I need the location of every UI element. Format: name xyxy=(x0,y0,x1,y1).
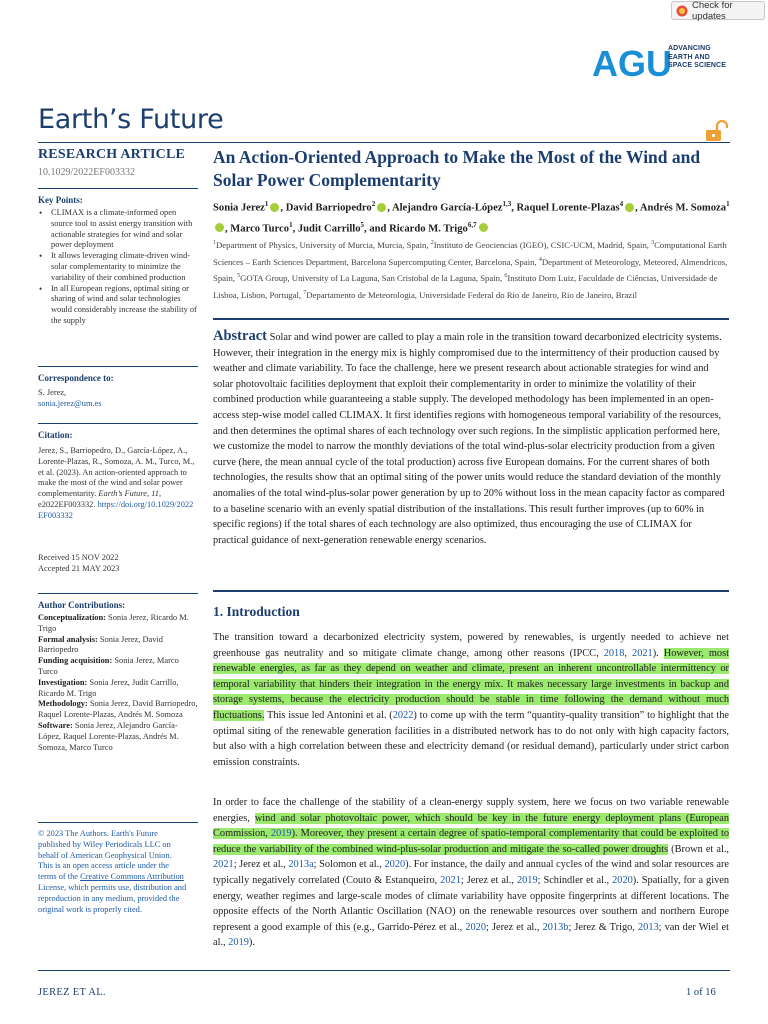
divider xyxy=(38,188,198,189)
affiliation-text: GOTA Group, University of La Laguna, San Cristobal de la Laguna, Spain, xyxy=(240,273,505,284)
citation-link[interactable]: 2020 xyxy=(384,859,406,871)
author-name: Sonia Jerez xyxy=(213,202,265,214)
abstract-rule-top xyxy=(213,318,729,320)
author-name: Marco Turco xyxy=(230,223,290,235)
divider xyxy=(38,822,198,823)
highlighted-text: ). Moreover, they present a certain degree of spatio-temporal complementarity that could be exploited to reduce the variability of the combined wind-plus-solar production and mitigate the so-called power droughts xyxy=(213,828,729,855)
paragraph-text: ; Jerez et al., xyxy=(460,874,517,886)
received-date: Received 15 NOV 2022 xyxy=(38,553,119,562)
article-title: An Action-Oriented Approach to Make the Most of the Wind and Solar Power Complementarity xyxy=(213,147,701,190)
affiliation-number: 5 xyxy=(237,273,241,280)
orcid-icon[interactable] xyxy=(215,223,224,232)
citation-link[interactable]: 2013a xyxy=(288,859,314,871)
open-access-lock-icon xyxy=(704,120,730,142)
contribution-item xyxy=(38,721,198,753)
affiliation-text: Departamento de Meteorologia, Universidade Federal do Rio de Janeiro, Rio de Janeiro, Brazil xyxy=(306,289,637,300)
key-point-item: • It allows leveraging climate-driven wind-solar complementarity to minimize the variability of their combined production xyxy=(38,251,198,283)
license-body-1: © 2023 The Authors. Earth's Future published by Wiley Periodicals LLC on behalf of American Geophysical Union. This is an open access article under the terms of the xyxy=(38,829,172,882)
affiliation-number: 7 xyxy=(303,289,307,296)
author-affiliation-number: 5 xyxy=(360,220,365,229)
running-footer-authors: JEREZ ET AL. xyxy=(38,987,106,998)
contribution-item xyxy=(38,699,198,721)
paragraph-text: ; van der Wiel et al., xyxy=(213,921,729,949)
paragraph-text: (Brown et al., xyxy=(668,843,729,855)
contribution-role: Methodology: xyxy=(38,699,88,709)
highlighted-text: However, most renewable energies, as far as they depend on weather and climate, present an inherent uncontrollable intermittency or temporal variability that hinders their integration in the energy mix. It makes necessary large investments in backup and storage systems, because the electricity production should be stable in time following the demand without much fluctuations. xyxy=(213,647,729,721)
paragraph-text: The transition toward a decarbonized electricity system, powered by renewables, is urgently needed to achieve net greenhouse gas neutrality and so mitigate climate change, among other reasons (IPCC, xyxy=(213,632,729,659)
paragraph-text: ; Jerez et al., xyxy=(486,921,543,933)
contribution-item xyxy=(38,613,198,635)
article-doi: 10.1029/2022EF003332 xyxy=(38,167,135,178)
contribution-names: Sonia Jerez, David Barriopedro, Raquel Lorente-Plazas, Andrés M. Somoza xyxy=(38,699,198,720)
paragraph-text: ). xyxy=(652,647,664,659)
author-name: Raquel Lorente-Plazas xyxy=(516,202,620,214)
paragraph-text: , xyxy=(624,647,633,659)
citation-body: Jerez, S., Barriopedro, D., García-López, A., Lorente-Plazas, R., Somoza, A. M., Turco, M., et al. (2023). An action-oriented approach to make the most of the wind and solar power complementarity. xyxy=(38,446,195,499)
update-badge-icon xyxy=(676,5,688,17)
citation-link[interactable]: 2019 xyxy=(270,828,292,840)
contribution-names: Sonia Jerez, Ricardo M. Trigo xyxy=(38,613,189,633)
contribution-names: Sonia Jerez, Marco Turco xyxy=(38,656,179,676)
license-body-2: License, which permits use, distribution and reproduction in any medium, provided the original work is properly cited. xyxy=(38,882,187,914)
author-affiliation-number: 1,3 xyxy=(502,200,512,208)
contribution-role: Software: xyxy=(38,720,73,730)
paragraph-text: This issue led Antonini et al. ( xyxy=(264,709,393,721)
abstract-text: Solar and wind power are called to play a main role in the transition toward decarbonized electricity systems. However, their integration in the energy mix is highly compromised due to the intermittency of their production caused by weather and climate variability. To face the challenge, here we present research about actionable strategies for wind and solar photovoltaic facilities deployment that exploit their complementarity in order to minimize the volatility of their combined production while guaranteeing a stable supply. The developed methodology has been implemented in an open-access step-wise model called CLIMAX. It first identifies regions with homogeneous temporal variability of the resources, and then determines the optimal shares of each technology over such regions. In the simplistic application performed here, we customize the model to narrow the monthly deviations of the total wind-plus-solar electricity production from a given curve (here, the mean annual cycle of the total production) across five European domains. For the current shares of both technologies, the results show that an optimal siting of the power units would reduce the standard deviation of the monthly anomalies of the total wind-plus-solar power generation by up to 20% without loss in the mean capacity factor as compared to a baseline scenario with an evenly spatial distribution of the installations. This result further improves (up to 60% in specific regions) if the total shares of each technology are also optimized, thus encouraging the use of CLIMAX for practical guidance of next-generation renewable energy scenarios. xyxy=(213,332,725,546)
agu-logo-text: AGU xyxy=(592,44,672,84)
affiliation-number: 2 xyxy=(430,240,434,246)
orcid-icon[interactable] xyxy=(625,203,634,212)
contribution-item xyxy=(38,656,198,678)
divider xyxy=(38,593,198,594)
check-for-updates-button[interactable] xyxy=(671,1,765,20)
abstract-rule-bottom xyxy=(213,590,729,592)
agu-tagline xyxy=(668,45,726,71)
orcid-icon[interactable] xyxy=(377,203,386,212)
contribution-names: Sonia Jerez, Judit Carrillo, Ricardo M. Trigo xyxy=(38,677,179,698)
affiliation-number: 4 xyxy=(538,256,542,263)
citation-journal: Earth’s Future, 11, xyxy=(98,489,162,499)
author-name: Judit Carrillo xyxy=(297,223,361,235)
introduction-paragraph-1 xyxy=(213,630,729,770)
paragraph-text: In order to face the challenge of the stability of a clean-energy supply system, here we focus on two variable renewable energies, xyxy=(213,797,729,824)
affiliation-number: 6 xyxy=(504,273,508,280)
citation-text xyxy=(38,446,196,522)
introduction-heading: 1. Introduction xyxy=(213,604,300,619)
dates-block xyxy=(38,553,198,575)
author-affiliation-number: 1 xyxy=(289,220,293,229)
journal-name: Earth’s Future xyxy=(38,104,224,135)
paragraph-text: ; Schindler et al., xyxy=(537,874,613,886)
affiliation-text: Department of Physics, University of Murcia, Murcia, Spain, xyxy=(216,239,431,250)
key-point-item: • In all European regions, optimal siting or sharing of wind and solar technologies would considerably increase the stability of the supply xyxy=(38,284,198,327)
creative-commons-link[interactable]: Creative Commons Attribution xyxy=(80,872,184,882)
paragraph-text: ; Jerez & Trigo, xyxy=(568,921,638,933)
contribution-role: Conceptualization: xyxy=(38,613,106,622)
agu-tagline-line: SPACE SCIENCE xyxy=(668,62,726,69)
license-text xyxy=(38,829,188,915)
abstract-label: Abstract xyxy=(213,328,267,344)
contribution-item xyxy=(38,635,198,657)
affiliation-text: Computational Earth Sciences – Earth Sciences Department, Barcelona Supercomputing Center, Barcelona, Spain, xyxy=(213,239,727,267)
divider xyxy=(38,423,198,424)
affiliation-text: Instituto Dom Luiz, Faculdade de Ciências, Universidade de Lisboa, Lisbon, Portugal, xyxy=(213,273,718,300)
paragraph-text: ) to come up with the term “quantity-quality transition” to highlight that the optimal siting of the renewable generation facilities in a distributed network has to do not only with high capacity factors, but also with a high correlation between these and electricity demand (or residual demand), particularly under strict carbon emission constraints. xyxy=(213,709,730,768)
affiliation-number: 3 xyxy=(651,240,655,246)
citation-link[interactable]: 2020 xyxy=(465,921,486,933)
author-affiliation-number: 4 xyxy=(619,200,624,208)
citation-link[interactable]: 2021 xyxy=(632,647,653,659)
correspondence-email-link[interactable]: sonia.jerez@um.es xyxy=(38,398,102,408)
citation-link[interactable]: 2018 xyxy=(603,647,625,659)
author-name: David Barriopedro xyxy=(285,202,372,214)
citation-link[interactable]: 2020 xyxy=(612,874,633,886)
citation-link[interactable]: 2013b xyxy=(542,921,569,933)
correspondence-heading: Correspondence to: xyxy=(38,373,114,383)
affiliation-text: Instituto de Geociencias (IGEO), CSIC-UCM, Madrid, Spain, xyxy=(433,239,652,250)
affiliations xyxy=(213,236,733,302)
agu-tagline-line: ADVANCING xyxy=(668,45,711,52)
contributions-list xyxy=(38,613,198,753)
paragraph-text: ; Jerez et al., xyxy=(233,859,289,871)
citation-link[interactable]: 2021 xyxy=(213,859,234,871)
paragraph-text: ; Solomon et al., xyxy=(313,859,385,871)
key-points-list xyxy=(38,208,198,327)
key-points-heading: Key Points: xyxy=(38,195,83,205)
paragraph-text: ). For instance, the daily and annual cycles of the wind and solar resources are typically negatively correlated (Couto & Estanqueiro, xyxy=(213,859,729,886)
paragraph-text: ). Spatially, for a given energy, weather regimes and large-scale modes of climate variability have opposite fingerprints at different locations. The opposite effects of the North Atlantic Oscillation (NAO) on the renewable resources over southern and northern Europe represent a good example of this (e.g., Garrido-Pérez et al., xyxy=(213,874,730,933)
author-name: Ricardo M. Trigo xyxy=(389,223,468,235)
key-point-item: • CLIMAX is a climate-informed open source tool to assist energy transition with actionable strategies for wind and solar power deployment xyxy=(38,208,198,251)
agu-tagline-line: EARTH AND xyxy=(668,53,710,61)
contribution-role: Formal analysis: xyxy=(38,634,98,644)
contribution-names: Sonia Jerez, David Barriopedro xyxy=(38,634,163,655)
author-affiliation-number: 1 xyxy=(264,200,269,208)
citation-article-number: e2022EF003332. xyxy=(38,499,98,509)
citation-link[interactable]: 2022 xyxy=(392,709,414,721)
article-type: RESEARCH ARTICLE xyxy=(38,147,186,162)
author-affiliation-number: 6,7 xyxy=(467,220,477,229)
affiliation-text: Department of Meteorology, Meteored, Almendricos, Spain, xyxy=(213,256,728,284)
header-rule xyxy=(38,142,730,143)
citation-doi-link[interactable]: https://doi.org/10.1029/2022EF003332 xyxy=(38,499,194,520)
author-list: Sonia Jerez$^1$ , David Barriopedro$^2$ , Alejandro García-López$^{1,3}$, Raquel Lorente-Plazas$^4$ , Andrés M. Somoza$^1$, Marco Turco$^1$, Judit Carrillo$^5$, and Ricardo M. Trigo$^{6,7}$ xyxy=(213,200,730,235)
check-for-updates-label: Check for updates xyxy=(692,0,733,22)
accepted-date: Accepted 21 MAY 2023 xyxy=(38,563,120,573)
contribution-role: Investigation: xyxy=(38,677,88,687)
introduction-paragraph-2 xyxy=(213,795,729,951)
affiliation-number: 1 xyxy=(213,240,216,246)
citation-link[interactable]: 2013 xyxy=(637,921,659,933)
citation-link[interactable]: 2019 xyxy=(516,874,538,886)
citation-link[interactable]: 2019 xyxy=(228,937,249,949)
correspondence-block xyxy=(38,388,198,410)
divider xyxy=(38,366,198,367)
contribution-role: Funding acquisition: xyxy=(38,656,113,666)
citation-link[interactable]: 2021 xyxy=(440,874,461,886)
author-affiliation-number: 2 xyxy=(371,200,376,208)
contribution-item xyxy=(38,678,198,700)
author-affiliation-number: 1 xyxy=(726,200,730,208)
contributions-heading: Author Contributions: xyxy=(38,600,126,610)
author-name: Alejandro García-López xyxy=(391,202,503,214)
orcid-icon[interactable] xyxy=(270,203,279,212)
abstract xyxy=(213,329,729,548)
citation-heading: Citation: xyxy=(38,430,73,440)
paragraph-text: ). xyxy=(248,937,255,949)
footer-rule xyxy=(38,970,730,971)
author-name: Andrés M. Somoza xyxy=(639,202,727,214)
orcid-icon[interactable] xyxy=(479,223,488,232)
contribution-names: Sonia Jerez, Alejandro García-López, Raquel Lorente-Plazas, Andrés M. Somoza, Marco Turco xyxy=(38,720,179,752)
correspondence-name: S. Jerez, xyxy=(38,388,67,397)
highlighted-text: wind and solar photovoltaic power, which should be key in the future energy deployment plans (European Commission, xyxy=(213,812,729,840)
page-number: 1 of 16 xyxy=(686,987,716,998)
